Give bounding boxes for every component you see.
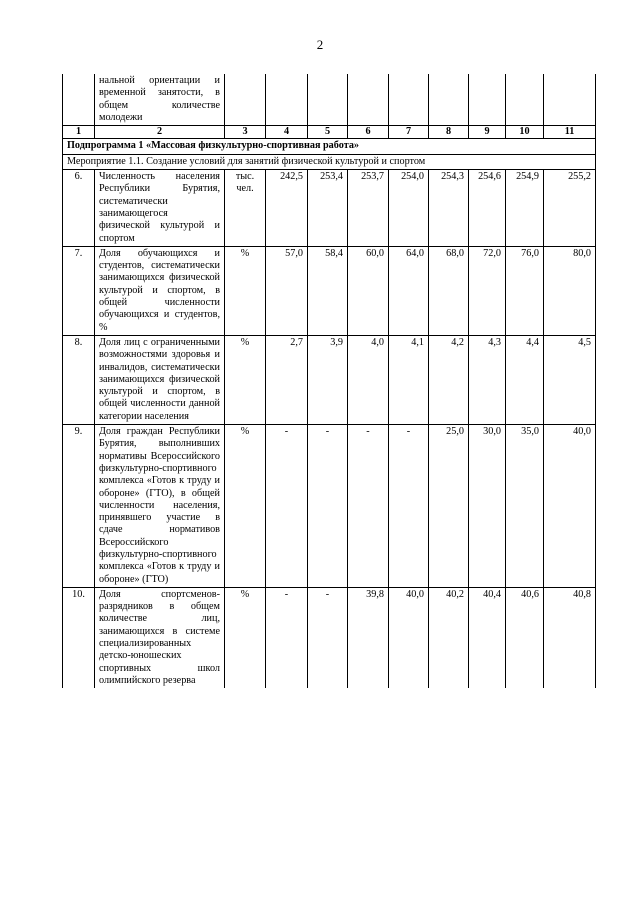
header-cell: 9: [469, 126, 506, 139]
cell-value: 64,0: [389, 246, 429, 335]
cell-value: 76,0: [506, 246, 544, 335]
header-cell: 11: [544, 126, 596, 139]
indicators-table: [62, 74, 596, 688]
cell-value: 2,7: [266, 335, 308, 424]
cell-value: 4,1: [389, 335, 429, 424]
cell-value: 58,4: [308, 246, 348, 335]
cell-name: Доля лиц с ограниченными возможностями здоровья и инвалидов, систематически занимающихся физической культурой и спортом, в общей численности данной категории населения: [95, 335, 225, 424]
cell-value: 60,0: [348, 246, 389, 335]
continued-row: [63, 74, 596, 126]
header-cell: 4: [266, 126, 308, 139]
cell-unit: %: [225, 335, 266, 424]
cell-value: 35,0: [506, 425, 544, 588]
cell-value: 254,0: [389, 170, 429, 247]
cell-value: 30,0: [469, 425, 506, 588]
measure-row: [63, 154, 596, 169]
header-cell: 6: [348, 126, 389, 139]
cell-value: 254,3: [429, 170, 469, 247]
cell-value: 40,0: [544, 425, 596, 588]
cell-name: Численность населения Республики Бурятия, систематически занимающегося физической культурой и спортом: [95, 170, 225, 247]
cell-num: 6.: [63, 170, 95, 247]
header-cell: 10: [506, 126, 544, 139]
cell-value: 39,8: [348, 587, 389, 688]
cell-num: 9.: [63, 425, 95, 588]
cell-value: -: [308, 425, 348, 588]
cell-value: 254,9: [506, 170, 544, 247]
cell-value: -: [348, 425, 389, 588]
cell-value: 254,6: [469, 170, 506, 247]
table-row: [63, 335, 596, 424]
cell-value: 72,0: [469, 246, 506, 335]
cell-value: 4,3: [469, 335, 506, 424]
cell-num: 8.: [63, 335, 95, 424]
cell-value: 3,9: [308, 335, 348, 424]
header-cell: 2: [95, 126, 225, 139]
cell-value: 40,4: [469, 587, 506, 688]
cell-value: 68,0: [429, 246, 469, 335]
cell-unit: %: [225, 246, 266, 335]
cell-value: 4,0: [348, 335, 389, 424]
cell-name: Доля спортсменов-разрядников в общем количестве лиц, занимающихся в системе специализированных детско-юношеских спортивных школ олимпийского резерва: [95, 587, 225, 688]
page-number: 2: [316, 37, 324, 52]
header-cell: 3: [225, 126, 266, 139]
cell-value: 253,7: [348, 170, 389, 247]
measure-title: Мероприятие 1.1. Создание условий для занятий физической культурой и спортом: [63, 154, 596, 169]
cell-unit: тыс. чел.: [225, 170, 266, 247]
cell-name: нальной ориентации и временной занятости, в общем количестве молодежи: [95, 74, 225, 126]
table-row: [63, 246, 596, 335]
cell-value: 57,0: [266, 246, 308, 335]
header-cell: 5: [308, 126, 348, 139]
cell-value: 40,0: [389, 587, 429, 688]
table-row: [63, 170, 596, 247]
cell-num: 10.: [63, 587, 95, 688]
cell-num: 7.: [63, 246, 95, 335]
header-cell: 1: [63, 126, 95, 139]
cell-name: Доля обучающихся и студентов, систематически занимающихся физической культурой и спортом, в общей численности обучающихся и студентов, %: [95, 246, 225, 335]
subprogram-title: Подпрограмма 1 «Массовая физкультурно-спортивная работа»: [63, 139, 596, 154]
cell-value: 4,2: [429, 335, 469, 424]
cell-value: 40,2: [429, 587, 469, 688]
header-cell: 8: [429, 126, 469, 139]
column-number-header: [63, 126, 596, 139]
cell-value: 80,0: [544, 246, 596, 335]
table-row: [63, 587, 596, 688]
header-cell: 7: [389, 126, 429, 139]
subprogram-row: [63, 139, 596, 154]
cell-value: 40,8: [544, 587, 596, 688]
cell-value: 255,2: [544, 170, 596, 247]
cell-value: 242,5: [266, 170, 308, 247]
cell-value: 253,4: [308, 170, 348, 247]
cell-value: 40,6: [506, 587, 544, 688]
cell-unit: %: [225, 425, 266, 588]
cell-value: 4,5: [544, 335, 596, 424]
cell-num: [63, 74, 95, 126]
table-row: [63, 425, 596, 588]
cell-value: 25,0: [429, 425, 469, 588]
cell-value: -: [389, 425, 429, 588]
cell-value: -: [308, 587, 348, 688]
cell-value: 4,4: [506, 335, 544, 424]
cell-value: -: [266, 425, 308, 588]
cell-unit: %: [225, 587, 266, 688]
cell-value: -: [266, 587, 308, 688]
cell-name: Доля граждан Республики Бурятия, выполнивших нормативы Всероссийского физкультурно-спортивного комплекса «Готов к труду и обороне» (ГТО), в общей численности населения, принявшего участие в сдаче нормативов Всероссийского физкультурно-спортивного комплекса «Готов к труду и обороне» (ГТО): [95, 425, 225, 588]
